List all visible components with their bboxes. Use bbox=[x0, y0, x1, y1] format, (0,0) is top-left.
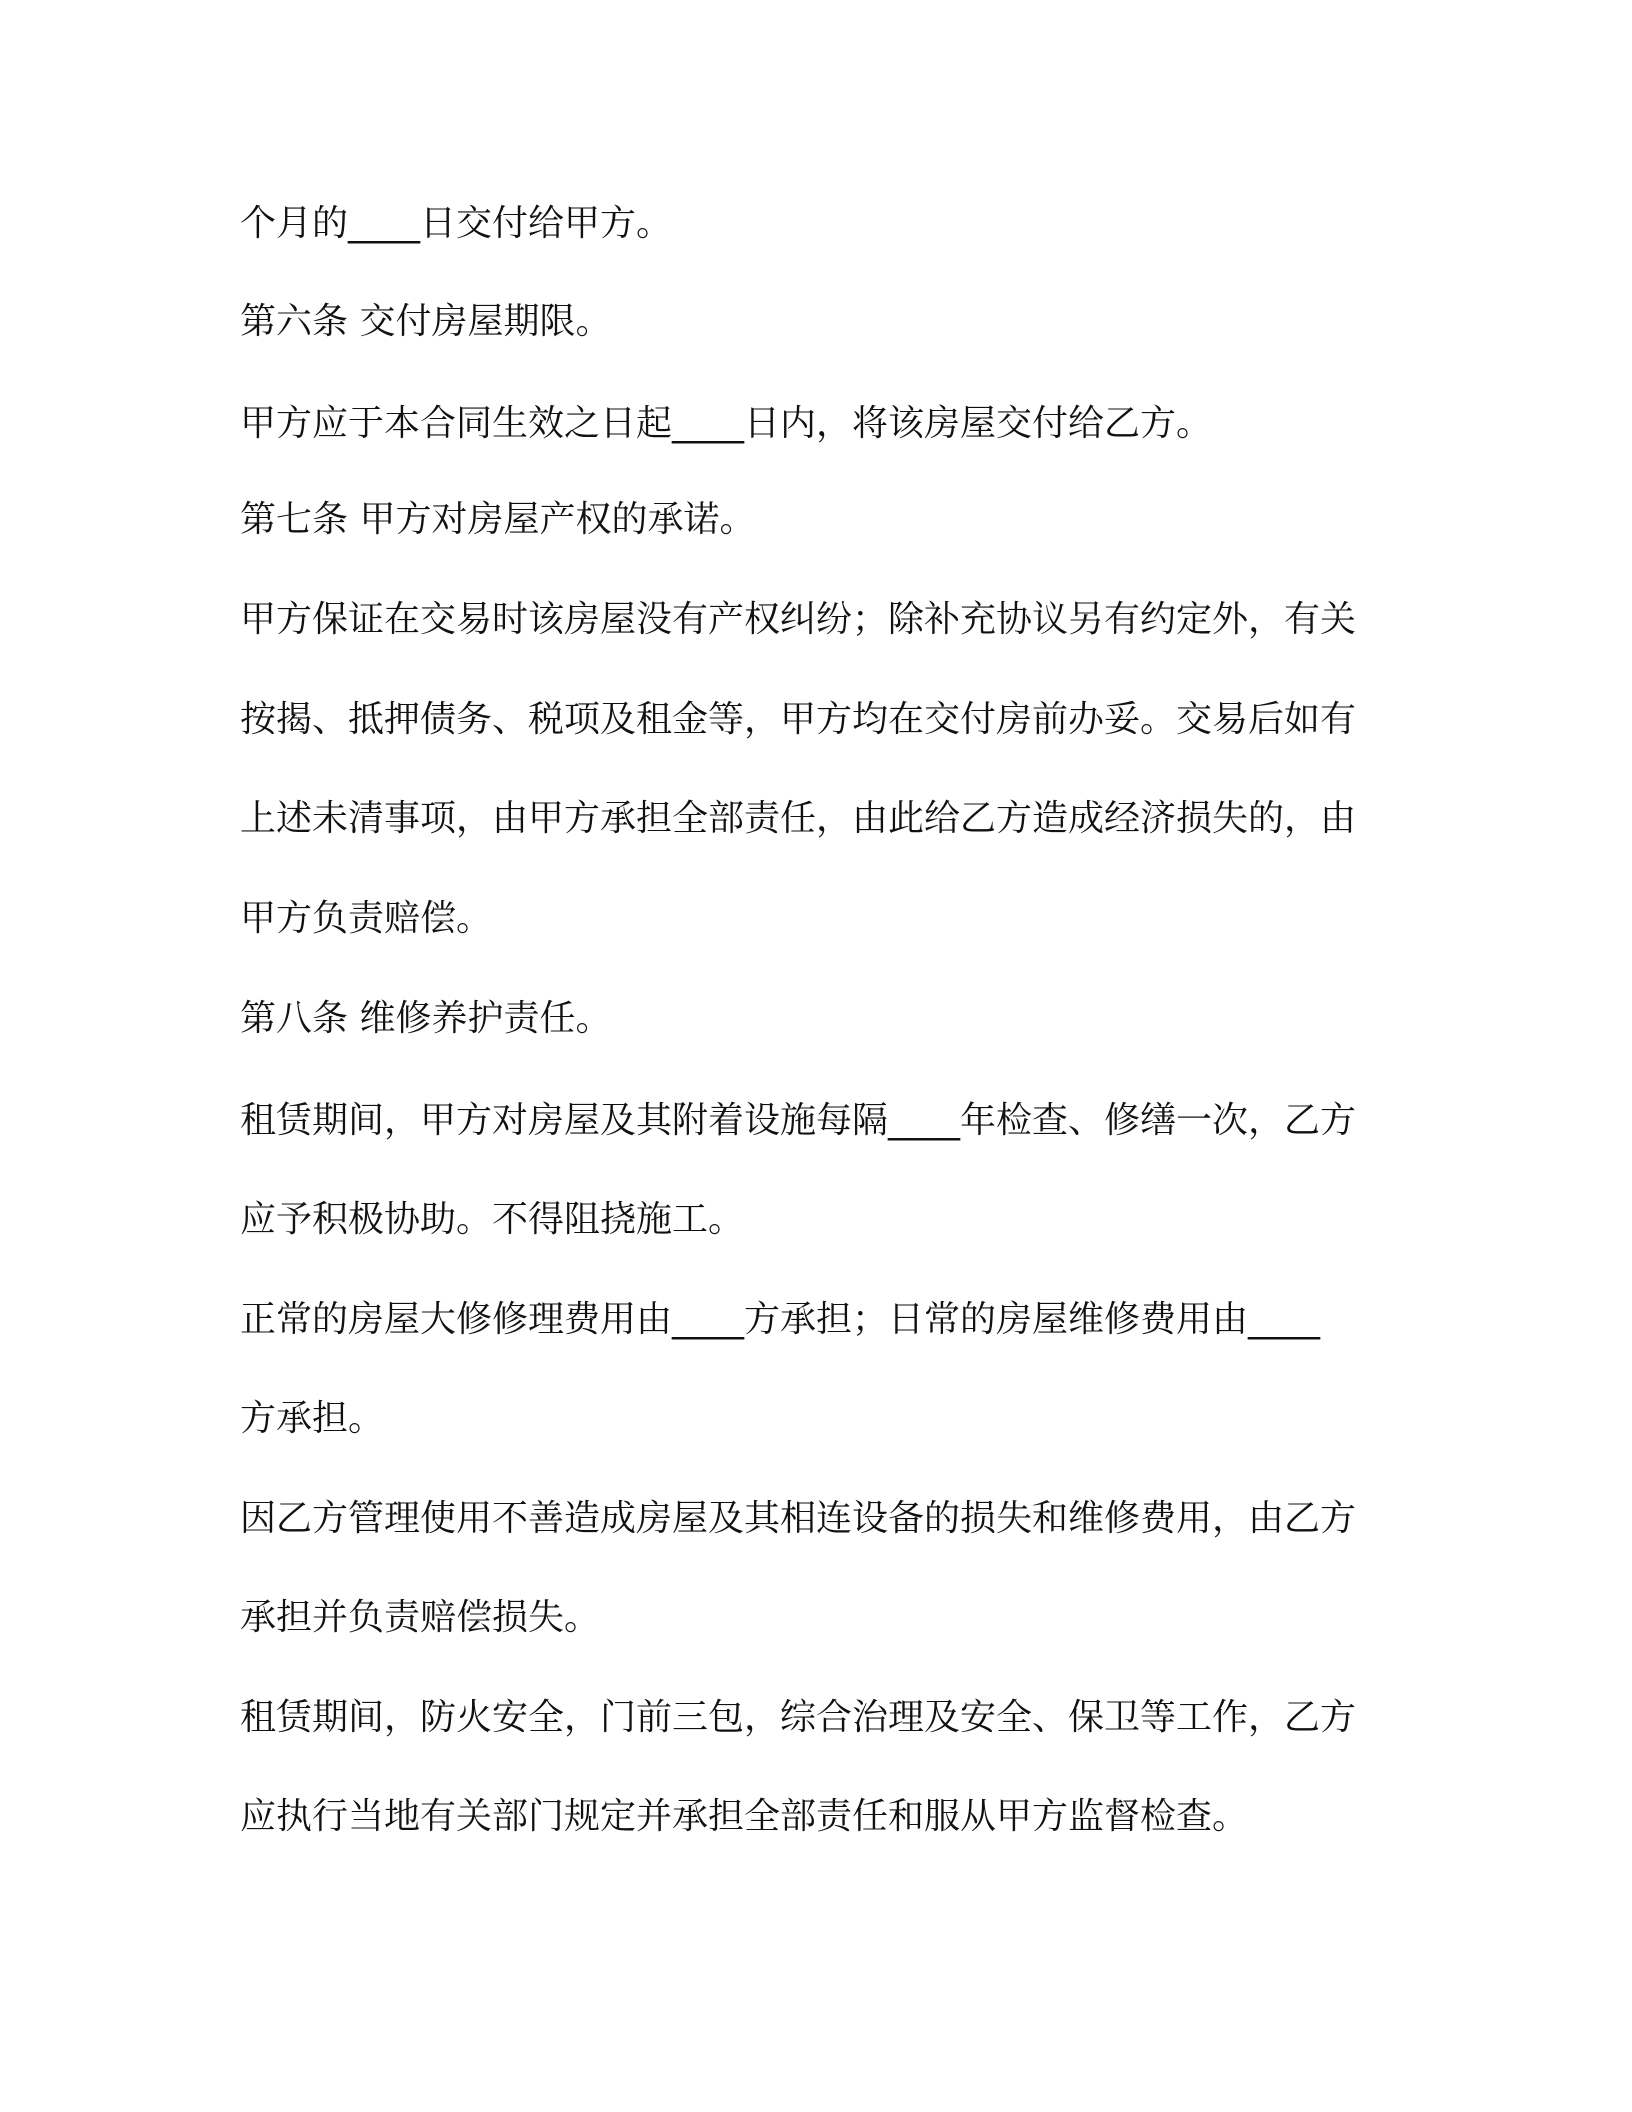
text-line: 甲方保证在交易时该房屋没有产权纠纷；除补充协议另有约定外，有关 bbox=[240, 599, 1357, 640]
text-line: 租赁期间，甲方对房屋及其附着设施每隔____年检查、修缮一次，乙方 bbox=[240, 1100, 1357, 1141]
text-line: 按揭、抵押债务、税项及租金等，甲方均在交付房前办妥。交易后如有 bbox=[240, 699, 1357, 740]
text-line: 甲方负责赔偿。 bbox=[240, 898, 493, 939]
text-line: 承担并负责赔偿损失。 bbox=[240, 1597, 601, 1638]
text-line: 上述未清事项，由甲方承担全部责任，由此给乙方造成经济损失的，由 bbox=[240, 798, 1357, 839]
text-line: 应予积极协助。不得阻挠施工。 bbox=[240, 1199, 745, 1240]
article-heading: 第六条 交付房屋期限。 bbox=[240, 301, 612, 342]
text-line: 方承担。 bbox=[240, 1398, 385, 1439]
text-line: 正常的房屋大修修理费用由____方承担；日常的房屋维修费用由____ bbox=[240, 1299, 1321, 1340]
text-line: 租赁期间，防火安全，门前三包，综合治理及安全、保卫等工作，乙方 bbox=[240, 1697, 1357, 1738]
text-line: 甲方应于本合同生效之日起____日内，将该房屋交付给乙方。 bbox=[240, 403, 1213, 444]
article-heading: 第八条 维修养护责任。 bbox=[240, 998, 612, 1039]
article-heading: 第七条 甲方对房屋产权的承诺。 bbox=[240, 499, 756, 540]
text-line: 个月的____日交付给甲方。 bbox=[240, 203, 673, 244]
text-line: 因乙方管理使用不善造成房屋及其相连设备的损失和维修费用，由乙方 bbox=[240, 1498, 1357, 1539]
text-line: 应执行当地有关部门规定并承担全部责任和服从甲方监督检查。 bbox=[240, 1796, 1249, 1837]
